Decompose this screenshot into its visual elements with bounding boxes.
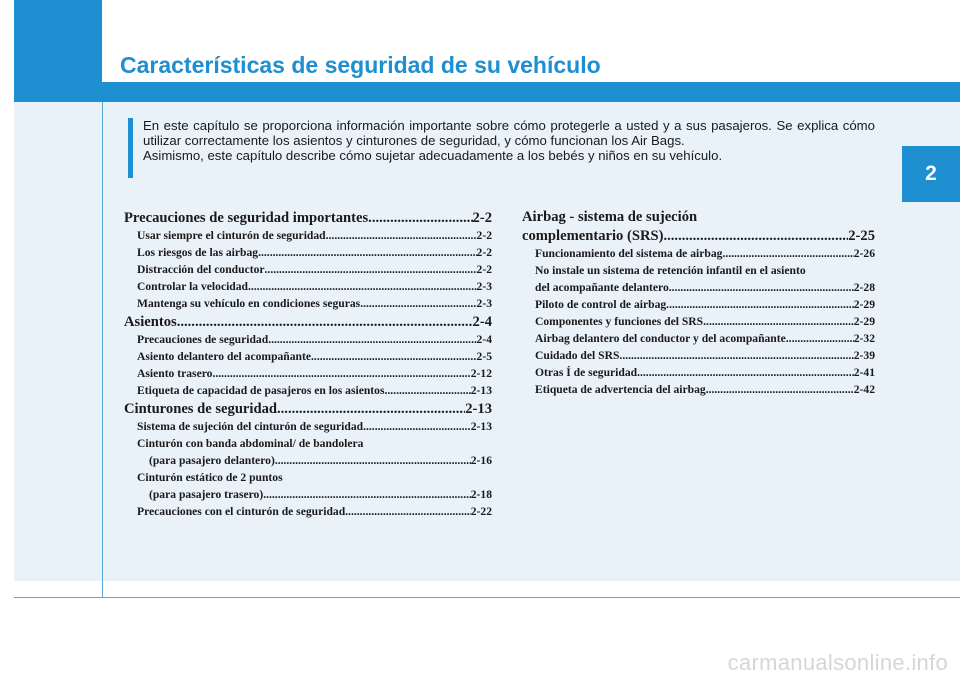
toc-page-number: 2-39 <box>853 349 875 362</box>
toc-entry[interactable] <box>522 381 875 398</box>
toc-entry[interactable] <box>522 330 875 347</box>
toc-page-number: 2-2 <box>472 210 492 226</box>
toc-page-number: 2-12 <box>470 367 492 380</box>
toc-page-number: 2-26 <box>853 247 875 260</box>
toc-entry-label: Precauciones con el cinturón de seguridad <box>137 505 346 518</box>
toc-entry-label: (para pasajero trasero) <box>149 488 264 501</box>
toc-page-number: 2-5 <box>476 350 492 363</box>
toc-entry-label: Los riesgos de las airbag <box>137 246 259 259</box>
toc-leader-dots <box>363 418 471 435</box>
toc-entry[interactable] <box>124 295 492 312</box>
toc-entry-label: Cuidado del SRS <box>535 349 620 362</box>
page-title: Características de seguridad de su vehículo <box>120 52 601 78</box>
toc-entry-label: No instale un sistema de retención infantil en el asiento <box>535 264 806 277</box>
toc-entry-label: Piloto de control de airbag <box>535 298 667 311</box>
toc-entry[interactable] <box>522 296 875 313</box>
toc-page-number: 2-3 <box>476 280 492 293</box>
table-of-contents-left <box>124 208 492 520</box>
toc-page-number: 2-29 <box>853 298 875 311</box>
toc-entry[interactable] <box>522 313 875 330</box>
toc-page-number: 2-41 <box>853 366 875 379</box>
toc-leader-dots <box>345 503 471 520</box>
intro-paragraph: Asimismo, este capítulo describe cómo sujetar adecuadamente a los bebés y niños en su vehículo. <box>143 148 723 164</box>
toc-entry-label: Cinturón estático de 2 puntos <box>137 471 283 484</box>
toc-leader-dots <box>275 452 471 469</box>
toc-entry[interactable] <box>124 382 492 399</box>
toc-entry[interactable] <box>124 503 492 520</box>
toc-entry-label: Usar siempre el cinturón de seguridad <box>137 229 326 242</box>
intro-text <box>143 118 875 164</box>
toc-leader-dots <box>637 364 854 381</box>
toc-page-number: 2-25 <box>848 228 875 244</box>
toc-entry-label: Precauciones de seguridad importantes <box>124 210 369 226</box>
toc-leader-dots <box>360 295 476 312</box>
toc-leader-dots <box>666 296 854 313</box>
toc-entry-label: Etiqueta de capacidad de pasajeros en los asientos <box>137 384 385 397</box>
toc-page-number: 2-3 <box>476 297 492 310</box>
toc-entry[interactable] <box>124 278 492 295</box>
toc-page-number: 2-18 <box>470 488 492 501</box>
toc-leader-dots <box>263 486 471 503</box>
table-of-contents-right <box>522 208 875 398</box>
toc-entry[interactable] <box>124 261 492 278</box>
toc-entry-label: Controlar la velocidad <box>137 280 249 293</box>
toc-entry-label: Etiqueta de advertencia del airbag <box>535 383 706 396</box>
toc-leader-dots <box>669 279 854 296</box>
toc-page-number: 2-2 <box>476 229 492 242</box>
toc-page-number: 2-42 <box>853 383 875 396</box>
toc-page-number: 2-22 <box>470 505 492 518</box>
toc-leader-dots <box>277 400 465 418</box>
toc-leader-dots <box>384 382 470 399</box>
toc-entry-label: Componentes y funciones del SRS <box>535 315 704 328</box>
margin-line <box>102 102 103 598</box>
toc-entry[interactable] <box>124 348 492 365</box>
toc-leader-dots <box>268 331 476 348</box>
toc-entry-label: Mantenga su vehículo en condiciones seguras <box>137 297 361 310</box>
chapter-tab[interactable]: 2 <box>902 146 960 202</box>
toc-entry-label: Airbag delantero del conductor y del acompañante <box>535 332 786 345</box>
toc-entry[interactable] <box>124 244 492 261</box>
toc-page-number: 2-13 <box>465 401 492 417</box>
toc-entry[interactable] <box>124 365 492 382</box>
toc-leader-dots <box>248 278 477 295</box>
toc-entry-label: Asiento trasero <box>137 367 213 380</box>
toc-heading <box>522 208 875 226</box>
toc-leader-dots <box>311 348 477 365</box>
toc-page-number: 2-4 <box>476 333 492 346</box>
toc-entry[interactable] <box>124 469 492 486</box>
toc-section[interactable] <box>124 209 492 227</box>
toc-entry-label: Precauciones de seguridad <box>137 333 269 346</box>
toc-entry[interactable] <box>124 486 492 503</box>
toc-leader-dots <box>703 313 854 330</box>
toc-heading-label: Airbag - sistema de sujeción <box>522 209 698 225</box>
toc-entry-label: Asientos <box>124 314 177 330</box>
toc-section[interactable] <box>522 227 875 245</box>
toc-section[interactable] <box>124 400 492 418</box>
toc-leader-dots <box>326 227 477 244</box>
title-rule <box>102 82 960 102</box>
toc-page-number: 2-4 <box>472 314 492 330</box>
toc-entry-label: del acompañante delantero <box>535 281 669 294</box>
toc-entry[interactable] <box>522 245 875 262</box>
toc-entry[interactable] <box>124 227 492 244</box>
toc-page-number: 2-29 <box>853 315 875 328</box>
watermark: carmanualsonline.info <box>727 650 948 675</box>
toc-leader-dots <box>786 330 854 347</box>
toc-entry-label: Sistema de sujeción del cinturón de seguridad <box>137 420 364 433</box>
toc-entry[interactable] <box>522 347 875 364</box>
toc-entry-label: complementario (SRS) <box>522 228 664 244</box>
intro-paragraph: En este capítulo se proporciona información importante sobre cómo protegerle a usted y a sus pasajeros. Se explica cómo utilizar correctamente los asientos y cinturones de seguridad, y cómo funcionan los Air Bags. <box>143 118 875 149</box>
toc-leader-dots <box>212 365 470 382</box>
toc-leader-dots <box>368 209 472 227</box>
toc-leader-dots <box>177 313 473 331</box>
toc-entry-label: (para pasajero delantero) <box>149 454 275 467</box>
toc-entry[interactable] <box>124 331 492 348</box>
toc-entry-label: Cinturones de seguridad <box>124 401 277 417</box>
toc-entry-label: Funcionamiento del sistema de airbag <box>535 247 723 260</box>
toc-entry[interactable] <box>124 435 492 452</box>
toc-leader-dots <box>722 245 853 262</box>
toc-entry-label: Cinturón con banda abdominal/ de bandolera <box>137 437 364 450</box>
header-band-left <box>14 0 102 102</box>
toc-leader-dots <box>258 244 476 261</box>
toc-entry[interactable] <box>522 262 875 279</box>
intro-accent-bar <box>128 118 133 178</box>
footer-line <box>14 597 960 598</box>
toc-page-number: 2-13 <box>470 420 492 433</box>
toc-section[interactable] <box>124 313 492 331</box>
toc-page-number: 2-2 <box>476 246 492 259</box>
toc-leader-dots <box>663 227 848 245</box>
toc-entry[interactable] <box>522 364 875 381</box>
toc-leader-dots <box>619 347 853 364</box>
toc-entry[interactable] <box>522 279 875 296</box>
toc-page-number: 2-2 <box>476 263 492 276</box>
toc-leader-dots <box>265 261 477 278</box>
toc-entry-label: Otras Í de seguridad <box>535 366 638 379</box>
toc-page-number: 2-32 <box>853 332 875 345</box>
toc-page-number: 2-28 <box>853 281 875 294</box>
toc-entry[interactable] <box>124 418 492 435</box>
toc-entry-label: Distracción del conductor <box>137 263 265 276</box>
toc-leader-dots <box>706 381 854 398</box>
toc-entry[interactable] <box>124 452 492 469</box>
toc-page-number: 2-16 <box>470 454 492 467</box>
toc-page-number: 2-13 <box>470 384 492 397</box>
toc-entry-label: Asiento delantero del acompañante <box>137 350 312 363</box>
